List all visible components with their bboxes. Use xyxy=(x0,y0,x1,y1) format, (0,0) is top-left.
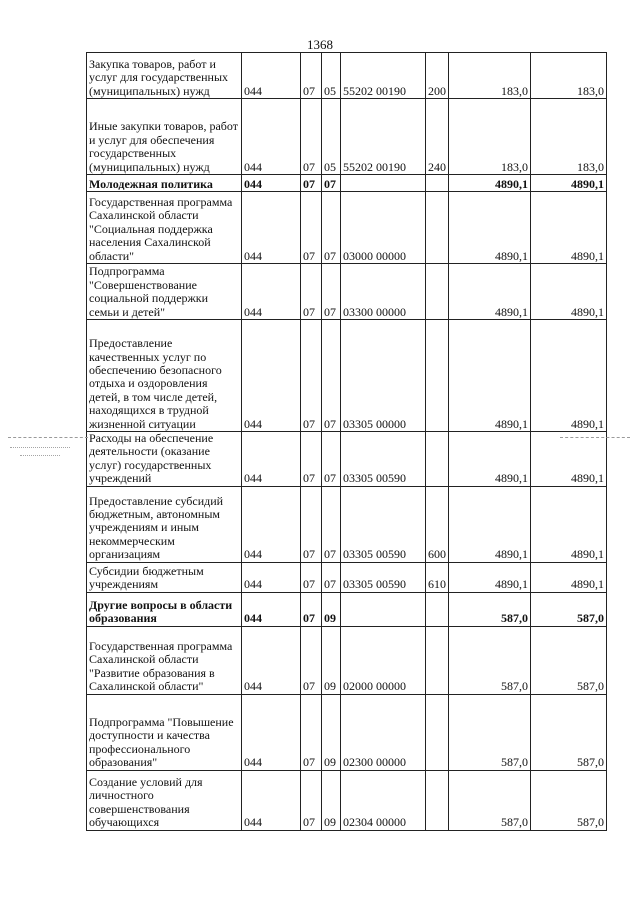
cell-amount-total: 4890,1 xyxy=(531,320,607,432)
cell-row-name: Субсидии бюджетным учреждениям xyxy=(87,562,242,592)
cell-ministry-code: 044 xyxy=(242,626,301,694)
cell-ministry-code: 044 xyxy=(242,770,301,830)
cell-amount-total: 4890,1 xyxy=(531,486,607,562)
cell-amount: 587,0 xyxy=(449,626,531,694)
cell-expense-type-code: 600 xyxy=(426,486,449,562)
table-row xyxy=(87,53,607,99)
table-row xyxy=(87,626,607,694)
table-row xyxy=(87,432,607,487)
cell-expense-type-code xyxy=(426,175,449,192)
cell-ministry-code: 044 xyxy=(242,486,301,562)
cell-target-article-code: 02304 00000 xyxy=(341,770,426,830)
table-row xyxy=(87,486,607,562)
cell-amount-total: 4890,1 xyxy=(531,264,607,320)
cell-section-code: 07 xyxy=(301,626,322,694)
cell-amount-total: 4890,1 xyxy=(531,562,607,592)
cell-target-article-code: 02000 00000 xyxy=(341,626,426,694)
cell-ministry-code: 044 xyxy=(242,192,301,264)
cell-ministry-code: 044 xyxy=(242,592,301,626)
cell-section-code: 07 xyxy=(301,694,322,770)
cell-target-article-code: 03305 00000 xyxy=(341,320,426,432)
cell-subsection-code: 09 xyxy=(322,626,341,694)
cell-amount-total: 587,0 xyxy=(531,694,607,770)
cell-section-code: 07 xyxy=(301,99,322,175)
cell-section-code: 07 xyxy=(301,486,322,562)
cell-amount-total: 183,0 xyxy=(531,53,607,99)
page-number: 1368 xyxy=(307,37,333,52)
cell-section-code: 07 xyxy=(301,264,322,320)
cell-subsection-code: 07 xyxy=(322,192,341,264)
cell-subsection-code: 07 xyxy=(322,175,341,192)
cell-section-code: 07 xyxy=(301,175,322,192)
cell-ministry-code: 044 xyxy=(242,264,301,320)
scan-artifact-line xyxy=(20,455,60,456)
cell-expense-type-code xyxy=(426,192,449,264)
scan-artifact-line xyxy=(560,437,630,438)
cell-expense-type-code: 610 xyxy=(426,562,449,592)
cell-row-name: Молодежная политика xyxy=(87,175,242,192)
cell-target-article-code: 03300 00000 xyxy=(341,264,426,320)
cell-target-article-code xyxy=(341,592,426,626)
cell-expense-type-code xyxy=(426,592,449,626)
cell-amount-total: 4890,1 xyxy=(531,192,607,264)
cell-row-name: Закупка товаров, работ и услуг для государственных (муниципальных) нужд xyxy=(87,53,242,99)
cell-row-name: Подпрограмма "Повышение доступности и качества профессионального образования" xyxy=(87,694,242,770)
cell-ministry-code: 044 xyxy=(242,53,301,99)
cell-amount-total: 4890,1 xyxy=(531,432,607,487)
budget-table xyxy=(86,52,607,831)
cell-amount-total: 587,0 xyxy=(531,592,607,626)
cell-target-article-code: 03000 00000 xyxy=(341,192,426,264)
cell-expense-type-code xyxy=(426,432,449,487)
cell-amount: 587,0 xyxy=(449,592,531,626)
cell-section-code: 07 xyxy=(301,562,322,592)
table-row xyxy=(87,99,607,175)
cell-expense-type-code: 200 xyxy=(426,53,449,99)
cell-subsection-code: 07 xyxy=(322,562,341,592)
cell-amount: 4890,1 xyxy=(449,175,531,192)
cell-subsection-code: 07 xyxy=(322,432,341,487)
cell-subsection-code: 09 xyxy=(322,694,341,770)
cell-subsection-code: 05 xyxy=(322,99,341,175)
budget-table-body xyxy=(87,53,607,831)
cell-section-code: 07 xyxy=(301,320,322,432)
cell-section-code: 07 xyxy=(301,192,322,264)
table-row xyxy=(87,264,607,320)
cell-amount: 183,0 xyxy=(449,53,531,99)
cell-target-article-code: 03305 00590 xyxy=(341,562,426,592)
cell-row-name: Расходы на обеспечение деятельности (оказание услуг) государственных учреждений xyxy=(87,432,242,487)
cell-section-code: 07 xyxy=(301,53,322,99)
cell-row-name: Государственная программа Сахалинской области "Развитие образования в Сахалинской области" xyxy=(87,626,242,694)
cell-row-name: Другие вопросы в области образования xyxy=(87,592,242,626)
cell-expense-type-code xyxy=(426,626,449,694)
table-row xyxy=(87,562,607,592)
cell-amount: 4890,1 xyxy=(449,432,531,487)
cell-amount-total: 183,0 xyxy=(531,99,607,175)
cell-target-article-code: 02300 00000 xyxy=(341,694,426,770)
cell-subsection-code: 07 xyxy=(322,264,341,320)
cell-expense-type-code xyxy=(426,264,449,320)
cell-ministry-code: 044 xyxy=(242,175,301,192)
cell-ministry-code: 044 xyxy=(242,562,301,592)
cell-ministry-code: 044 xyxy=(242,432,301,487)
cell-amount: 183,0 xyxy=(449,99,531,175)
cell-amount: 587,0 xyxy=(449,694,531,770)
cell-subsection-code: 07 xyxy=(322,486,341,562)
scan-artifact-line xyxy=(10,447,70,448)
cell-target-article-code: 55202 00190 xyxy=(341,53,426,99)
cell-amount-total: 587,0 xyxy=(531,770,607,830)
cell-subsection-code: 07 xyxy=(322,320,341,432)
cell-subsection-code: 09 xyxy=(322,770,341,830)
cell-section-code: 07 xyxy=(301,432,322,487)
cell-section-code: 07 xyxy=(301,592,322,626)
cell-row-name: Предоставление субсидий бюджетным, автономным учреждениям и иным некоммерческим организациям xyxy=(87,486,242,562)
table-row xyxy=(87,175,607,192)
cell-row-name: Создание условий для личностного совершенствования обучающихся xyxy=(87,770,242,830)
table-row xyxy=(87,770,607,830)
cell-amount: 4890,1 xyxy=(449,562,531,592)
table-row xyxy=(87,320,607,432)
cell-amount: 4890,1 xyxy=(449,192,531,264)
cell-expense-type-code xyxy=(426,770,449,830)
table-row xyxy=(87,694,607,770)
cell-amount: 4890,1 xyxy=(449,320,531,432)
cell-row-name: Иные закупки товаров, работ и услуг для обеспечения государственных (муниципальных) нужд xyxy=(87,99,242,175)
cell-expense-type-code xyxy=(426,320,449,432)
cell-ministry-code: 044 xyxy=(242,99,301,175)
scan-artifact-line xyxy=(8,437,88,438)
cell-target-article-code xyxy=(341,175,426,192)
cell-subsection-code: 05 xyxy=(322,53,341,99)
cell-ministry-code: 044 xyxy=(242,320,301,432)
cell-amount: 4890,1 xyxy=(449,264,531,320)
table-row xyxy=(87,592,607,626)
cell-row-name: Подпрограмма "Совершенствование социальной поддержки семьи и детей" xyxy=(87,264,242,320)
cell-row-name: Государственная программа Сахалинской области "Социальная поддержка населения Сахалинской области" xyxy=(87,192,242,264)
cell-expense-type-code: 240 xyxy=(426,99,449,175)
cell-amount-total: 4890,1 xyxy=(531,175,607,192)
cell-amount: 587,0 xyxy=(449,770,531,830)
cell-row-name: Предоставление качественных услуг по обеспечению безопасного отдыха и оздоровления детей, в том числе детей, находящихся в трудной жизненной ситуации xyxy=(87,320,242,432)
cell-amount: 4890,1 xyxy=(449,486,531,562)
cell-target-article-code: 55202 00190 xyxy=(341,99,426,175)
cell-subsection-code: 09 xyxy=(322,592,341,626)
cell-target-article-code: 03305 00590 xyxy=(341,486,426,562)
table-row xyxy=(87,192,607,264)
cell-section-code: 07 xyxy=(301,770,322,830)
cell-expense-type-code xyxy=(426,694,449,770)
cell-target-article-code: 03305 00590 xyxy=(341,432,426,487)
cell-amount-total: 587,0 xyxy=(531,626,607,694)
cell-ministry-code: 044 xyxy=(242,694,301,770)
